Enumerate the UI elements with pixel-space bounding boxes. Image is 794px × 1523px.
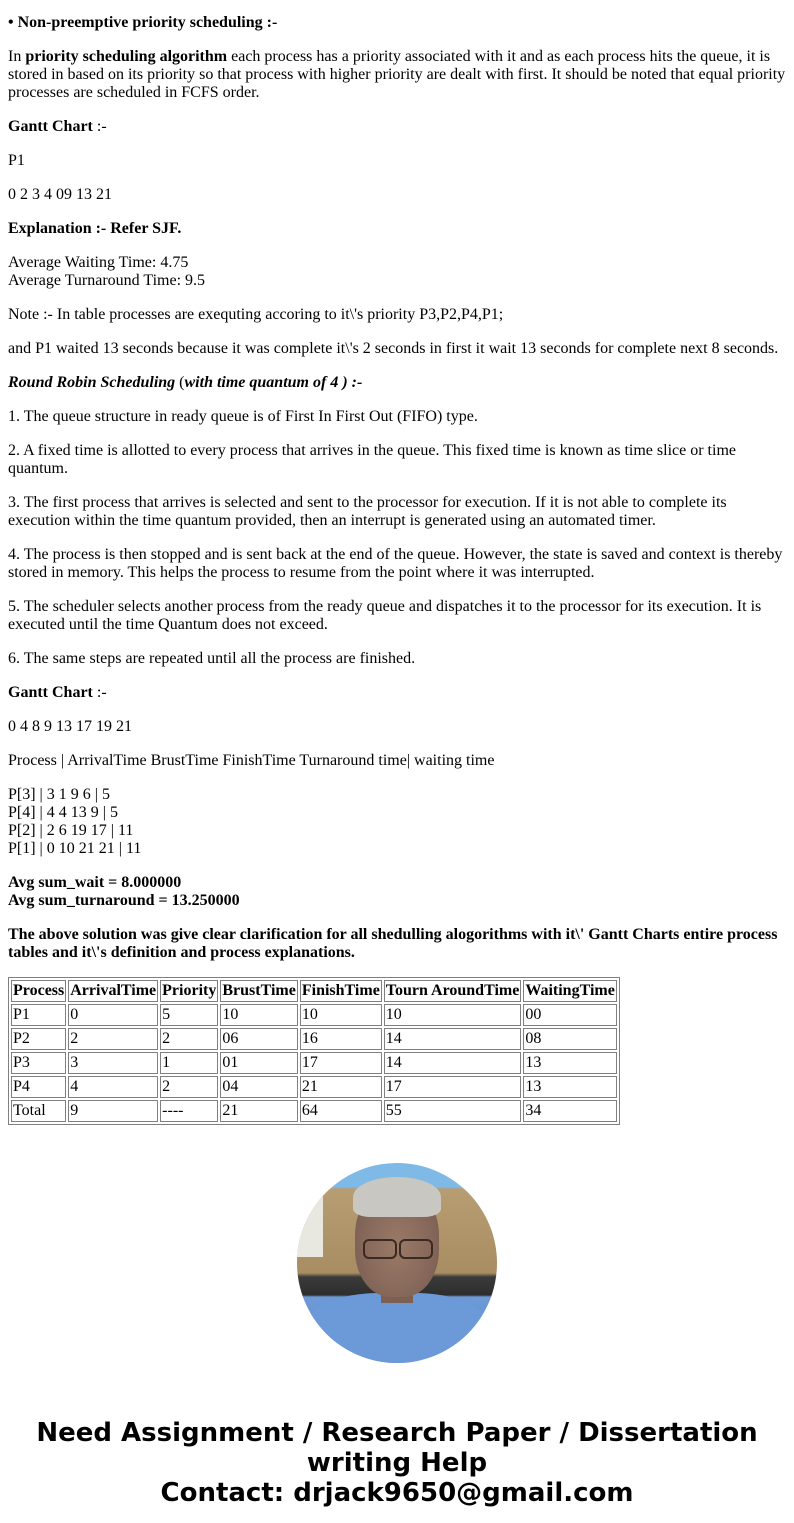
averages: Average Waiting Time: 4.75 Average Turnaround Time: 9.5 [8, 254, 206, 289]
table-cell: 10 [384, 1004, 522, 1026]
round-robin-heading: Round Robin Scheduling (with time quantum of 4 ) :- [8, 374, 363, 391]
table-cell: 01 [220, 1052, 297, 1074]
table-cell: 3 [68, 1052, 158, 1074]
table-cell: 9 [68, 1100, 158, 1122]
table-cell: 34 [523, 1100, 617, 1122]
table-row [11, 1052, 617, 1074]
rr-step-2: 2. A fixed time is allotted to every process that arrives in the queue. This fixed time is known as time slice or time quantum. [8, 442, 736, 477]
hair [353, 1177, 441, 1217]
table-cell: 16 [300, 1028, 382, 1050]
rr-step-5: 5. The scheduler selects another process from the ready queue and dispatches it to the processor for its execution. It is executed until the time Quantum does not exceed. [8, 598, 762, 633]
gantt-times: 0 2 3 4 09 13 21 [8, 186, 112, 203]
rr-row: P[3] | 3 1 9 6 | 5 [8, 786, 110, 803]
rr-averages: Avg sum_wait = 8.000000 Avg sum_turnaround = 13.250000 [8, 874, 240, 909]
table-cell: 13 [523, 1076, 617, 1098]
table-cell: 10 [300, 1004, 382, 1026]
table-cell: 4 [68, 1076, 158, 1098]
col-header: WaitingTime [523, 980, 617, 1002]
col-header: Tourn AroundTime [384, 980, 522, 1002]
table-cell: 64 [300, 1100, 382, 1122]
background-wall [297, 1187, 323, 1257]
col-header: ArrivalTime [68, 980, 158, 1002]
table-cell: P2 [11, 1028, 66, 1050]
process-table [8, 977, 620, 1125]
table-cell: P4 [11, 1076, 66, 1098]
rr-gantt-label: Gantt Chart :- [8, 684, 107, 701]
glasses-icon [399, 1239, 433, 1259]
note-continued: and P1 waited 13 seconds because it was complete it\'s 2 seconds in first it wait 13 seconds for complete next 8 seconds. [8, 340, 779, 357]
glasses-icon [363, 1239, 397, 1259]
table-cell: 17 [384, 1076, 522, 1098]
table-cell: P1 [11, 1004, 66, 1026]
rr-row: P[1] | 0 10 21 21 | 11 [8, 840, 142, 857]
table-cell: 2 [68, 1028, 158, 1050]
rr-gantt-times: 0 4 8 9 13 17 19 21 [8, 718, 132, 735]
gantt-chart-label: Gantt Chart :- [8, 118, 107, 135]
col-header: Priority [160, 980, 218, 1002]
explanation: Explanation :- Refer SJF. [8, 220, 182, 237]
table-cell: 1 [160, 1052, 218, 1074]
table-row [11, 1004, 617, 1026]
table-cell: 5 [160, 1004, 218, 1026]
rr-table-header: Process | ArrivalTime BrustTime FinishTime Turnaround time| waiting time [8, 752, 495, 769]
table-cell: 08 [523, 1028, 617, 1050]
rr-table-rows [8, 786, 786, 858]
table-row [11, 1076, 617, 1098]
table-cell: 2 [160, 1028, 218, 1050]
document-body [0, 14, 794, 1125]
col-header: BrustTime [220, 980, 297, 1002]
shirt [307, 1293, 487, 1363]
col-header: FinishTime [300, 980, 382, 1002]
table-cell: ---- [160, 1100, 218, 1122]
col-header: Process [11, 980, 66, 1002]
rr-row: P[2] | 2 6 19 17 | 11 [8, 822, 134, 839]
promo-line-1: Need Assignment / Research Paper / Dissertation writing Help [36, 1418, 758, 1478]
table-cell: 21 [220, 1100, 297, 1122]
table-cell: 14 [384, 1052, 522, 1074]
rr-row: P[4] | 4 4 13 9 | 5 [8, 804, 118, 821]
table-cell: 06 [220, 1028, 297, 1050]
rr-step-6: 6. The same steps are repeated until all the process are finished. [8, 650, 416, 667]
table-cell: 14 [384, 1028, 522, 1050]
rr-step-3: 3. The first process that arrives is selected and sent to the processor for execution. If it is not able to complete its execution within the time quantum provided, then an interrupt is generated using an automated timer. [8, 494, 727, 529]
gantt-process: P1 [8, 152, 25, 169]
table-cell: P3 [11, 1052, 66, 1074]
table-cell: Total [11, 1100, 66, 1122]
author-avatar [297, 1163, 497, 1363]
table-cell: 21 [300, 1076, 382, 1098]
priority-intro: In priority scheduling algorithm each process has a priority associated with it and as each process hits the queue, it is stored in based on its priority so that process with higher priority are dealt with first. It should be noted that equal priority processes are scheduled in FCFS order. [8, 48, 786, 101]
table-row [11, 1028, 617, 1050]
rr-step-1: 1. The queue structure in ready queue is of First In First Out (FIFO) type. [8, 408, 478, 425]
rr-step-4: 4. The process is then stopped and is sent back at the end of the queue. However, the state is saved and context is thereby stored in memory. This helps the process to resume from the point where it was interrupted. [8, 546, 783, 581]
table-cell: 00 [523, 1004, 617, 1026]
table-cell: 0 [68, 1004, 158, 1026]
table-header-row [11, 980, 617, 1002]
table-cell: 17 [300, 1052, 382, 1074]
author-photo-section [0, 1163, 794, 1368]
table-total-row [11, 1100, 617, 1122]
table-cell: 2 [160, 1076, 218, 1098]
conclusion: The above solution was give clear clarification for all shedulling alogorithms with it\' Gantt Charts entire process tables and it\'s definition and process explanations. [8, 926, 778, 961]
table-cell: 55 [384, 1100, 522, 1122]
table-cell: 04 [220, 1076, 297, 1098]
promo-contact: Contact: drjack9650@gmail.com [160, 1478, 634, 1508]
priority-heading: • Non-preemptive priority scheduling :- [8, 14, 278, 31]
table-cell: 13 [523, 1052, 617, 1074]
table-cell: 10 [220, 1004, 297, 1026]
promo-banner [0, 1418, 794, 1508]
note: Note :- In table processes are exequting accoring to it\'s priority P3,P2,P4,P1; [8, 306, 504, 323]
